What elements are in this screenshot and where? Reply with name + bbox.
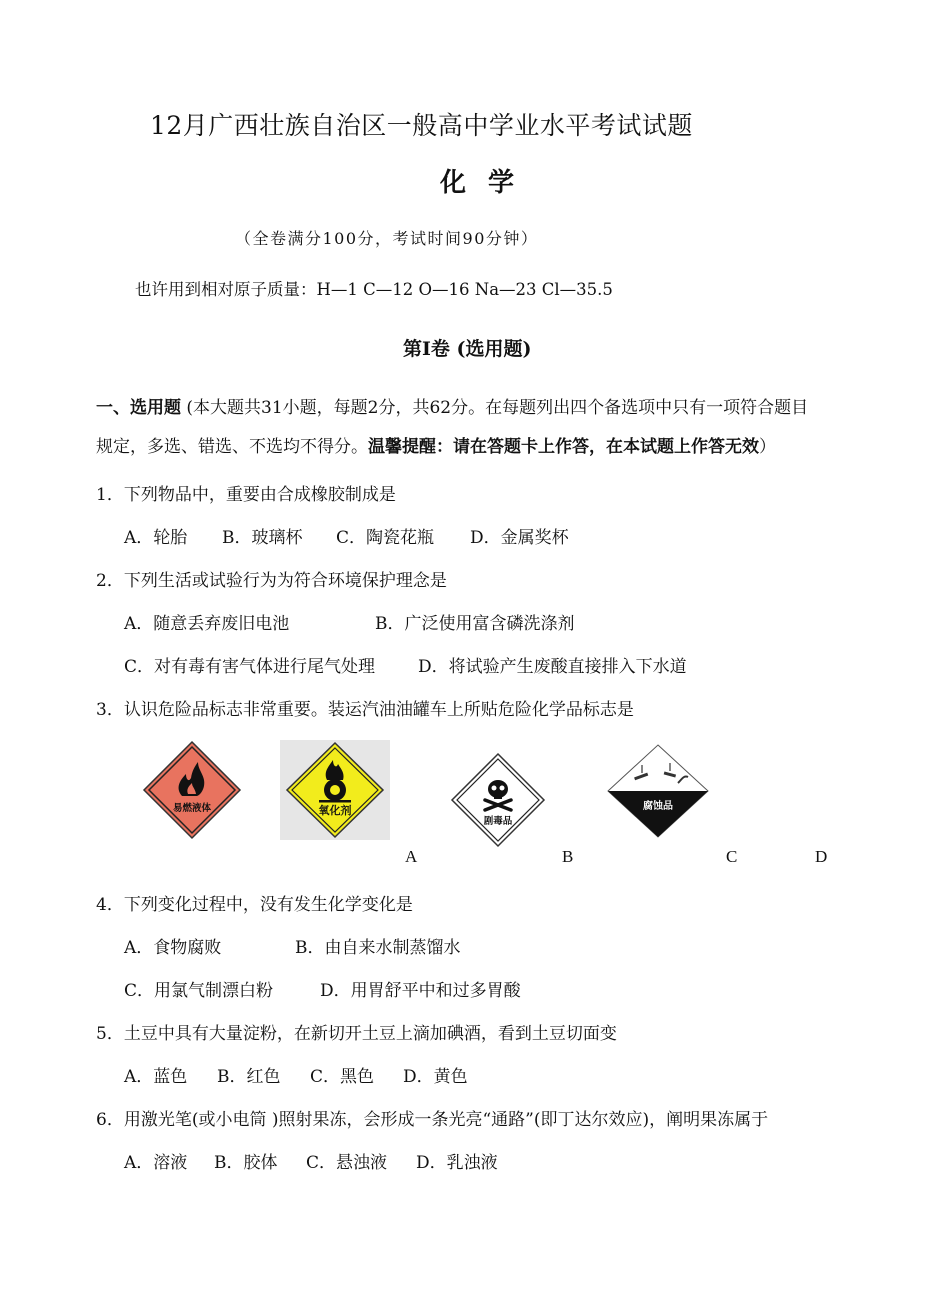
q6-option-b: B．胶体 [214, 1153, 278, 1173]
q6-option-d: D．乳浊液 [416, 1153, 498, 1173]
flammable-liquid-sign [142, 740, 242, 840]
question-2-stem: 2．下列生活或试验行为为符合环境保护理念是 [96, 571, 447, 591]
question-6-stem: 6．用激光笔(或小电筒 )照射果冻，会形成一条光亮“通路”(即丁达尔效应)，阐明果冻属于 [96, 1110, 769, 1130]
subject-title: 化学 [440, 168, 537, 198]
warning-text: 温馨提醒：请在答题卡上作答，在本试题上作答无效 [368, 437, 759, 457]
section-title: 第Ⅰ卷 (选用题) [403, 338, 532, 360]
q6-option-a: A．溶液 [124, 1153, 188, 1173]
question-4-stem: 4．下列变化过程中，没有发生化学变化是 [96, 895, 413, 915]
section-instructions-line-2 [96, 432, 776, 457]
sign-letter-b: B [562, 847, 574, 866]
section-heading: 一、选用题 [96, 398, 181, 418]
sign-label-corrosive: 腐蚀品 [643, 801, 673, 812]
question-1-stem: 1．下列物品中，重要由合成橡胶制成是 [96, 485, 396, 505]
section-instructions-line-1 [96, 393, 808, 418]
exam-title: 12月广西壮族自治区一般高中学业水平考试试题 [150, 111, 693, 140]
oxidizer-sign [283, 740, 387, 840]
toxic-sign [450, 752, 546, 848]
q5-option-b: B．红色 [217, 1067, 281, 1087]
q4-option-b: B．由自来水制蒸馏水 [295, 938, 461, 958]
q4-option-a: A．食物腐败 [124, 938, 222, 958]
instructions-text-2: 规定，多选、错选、不选均不得分。 [96, 437, 368, 457]
sign-label-flammable: 易燃液体 [172, 803, 212, 814]
q2-option-d: D．将试验产生废酸直接排入下水道 [418, 657, 687, 677]
sign-letter-d: D [815, 847, 828, 866]
q2-option-b: B．广泛使用富含磷洗涤剂 [375, 614, 575, 634]
q1-option-c: C．陶瓷花瓶 [336, 528, 435, 548]
instructions-text-1: (本大题共31小题，每题2分，共62分。在每题列出四个备选项中只有一项符合题目 [186, 398, 809, 418]
question-5-stem: 5．土豆中具有大量淀粉，在新切开土豆上滴加碘酒，看到土豆切面变 [96, 1024, 617, 1044]
q5-option-a: A．蓝色 [124, 1067, 188, 1087]
q2-option-c: C．对有毒有害气体进行尾气处理 [124, 657, 376, 677]
q2-option-a: A．随意丢弃废旧电池 [124, 614, 290, 634]
exam-note: （全卷满分100分，考试时间90分钟） [235, 229, 539, 248]
q6-option-c: C．悬浊液 [306, 1153, 388, 1173]
q5-option-d: D．黄色 [403, 1067, 468, 1087]
question-5-options [124, 1062, 468, 1087]
sign-letter-a: A [405, 847, 418, 866]
sign-letter-c: C [726, 847, 738, 866]
sign-label-toxic: 剧毒品 [483, 816, 513, 827]
question-3-stem: 3．认识危险品标志非常重要。装运汽油油罐车上所贴危险化学品标志是 [96, 700, 634, 720]
question-6-options [124, 1148, 498, 1173]
sign-label-oxidizer: 氧化剂 [318, 804, 352, 817]
corrosive-sign [604, 743, 712, 839]
q1-option-a: A．轮胎 [124, 528, 188, 548]
q4-option-d: D．用胃舒平中和过多胃酸 [320, 981, 521, 1001]
close-paren: ） [759, 437, 776, 457]
q1-option-b: B．玻璃杯 [222, 528, 303, 548]
question-1-options [124, 523, 569, 548]
q1-option-d: D．金属奖杯 [470, 528, 569, 548]
q4-option-c: C．用氯气制漂白粉 [124, 981, 274, 1001]
atomic-masses: 也许用到相对原子质量：H—1 C—12 O—16 Na—23 Cl—35.5 [135, 280, 613, 299]
q5-option-c: C．黑色 [310, 1067, 375, 1087]
